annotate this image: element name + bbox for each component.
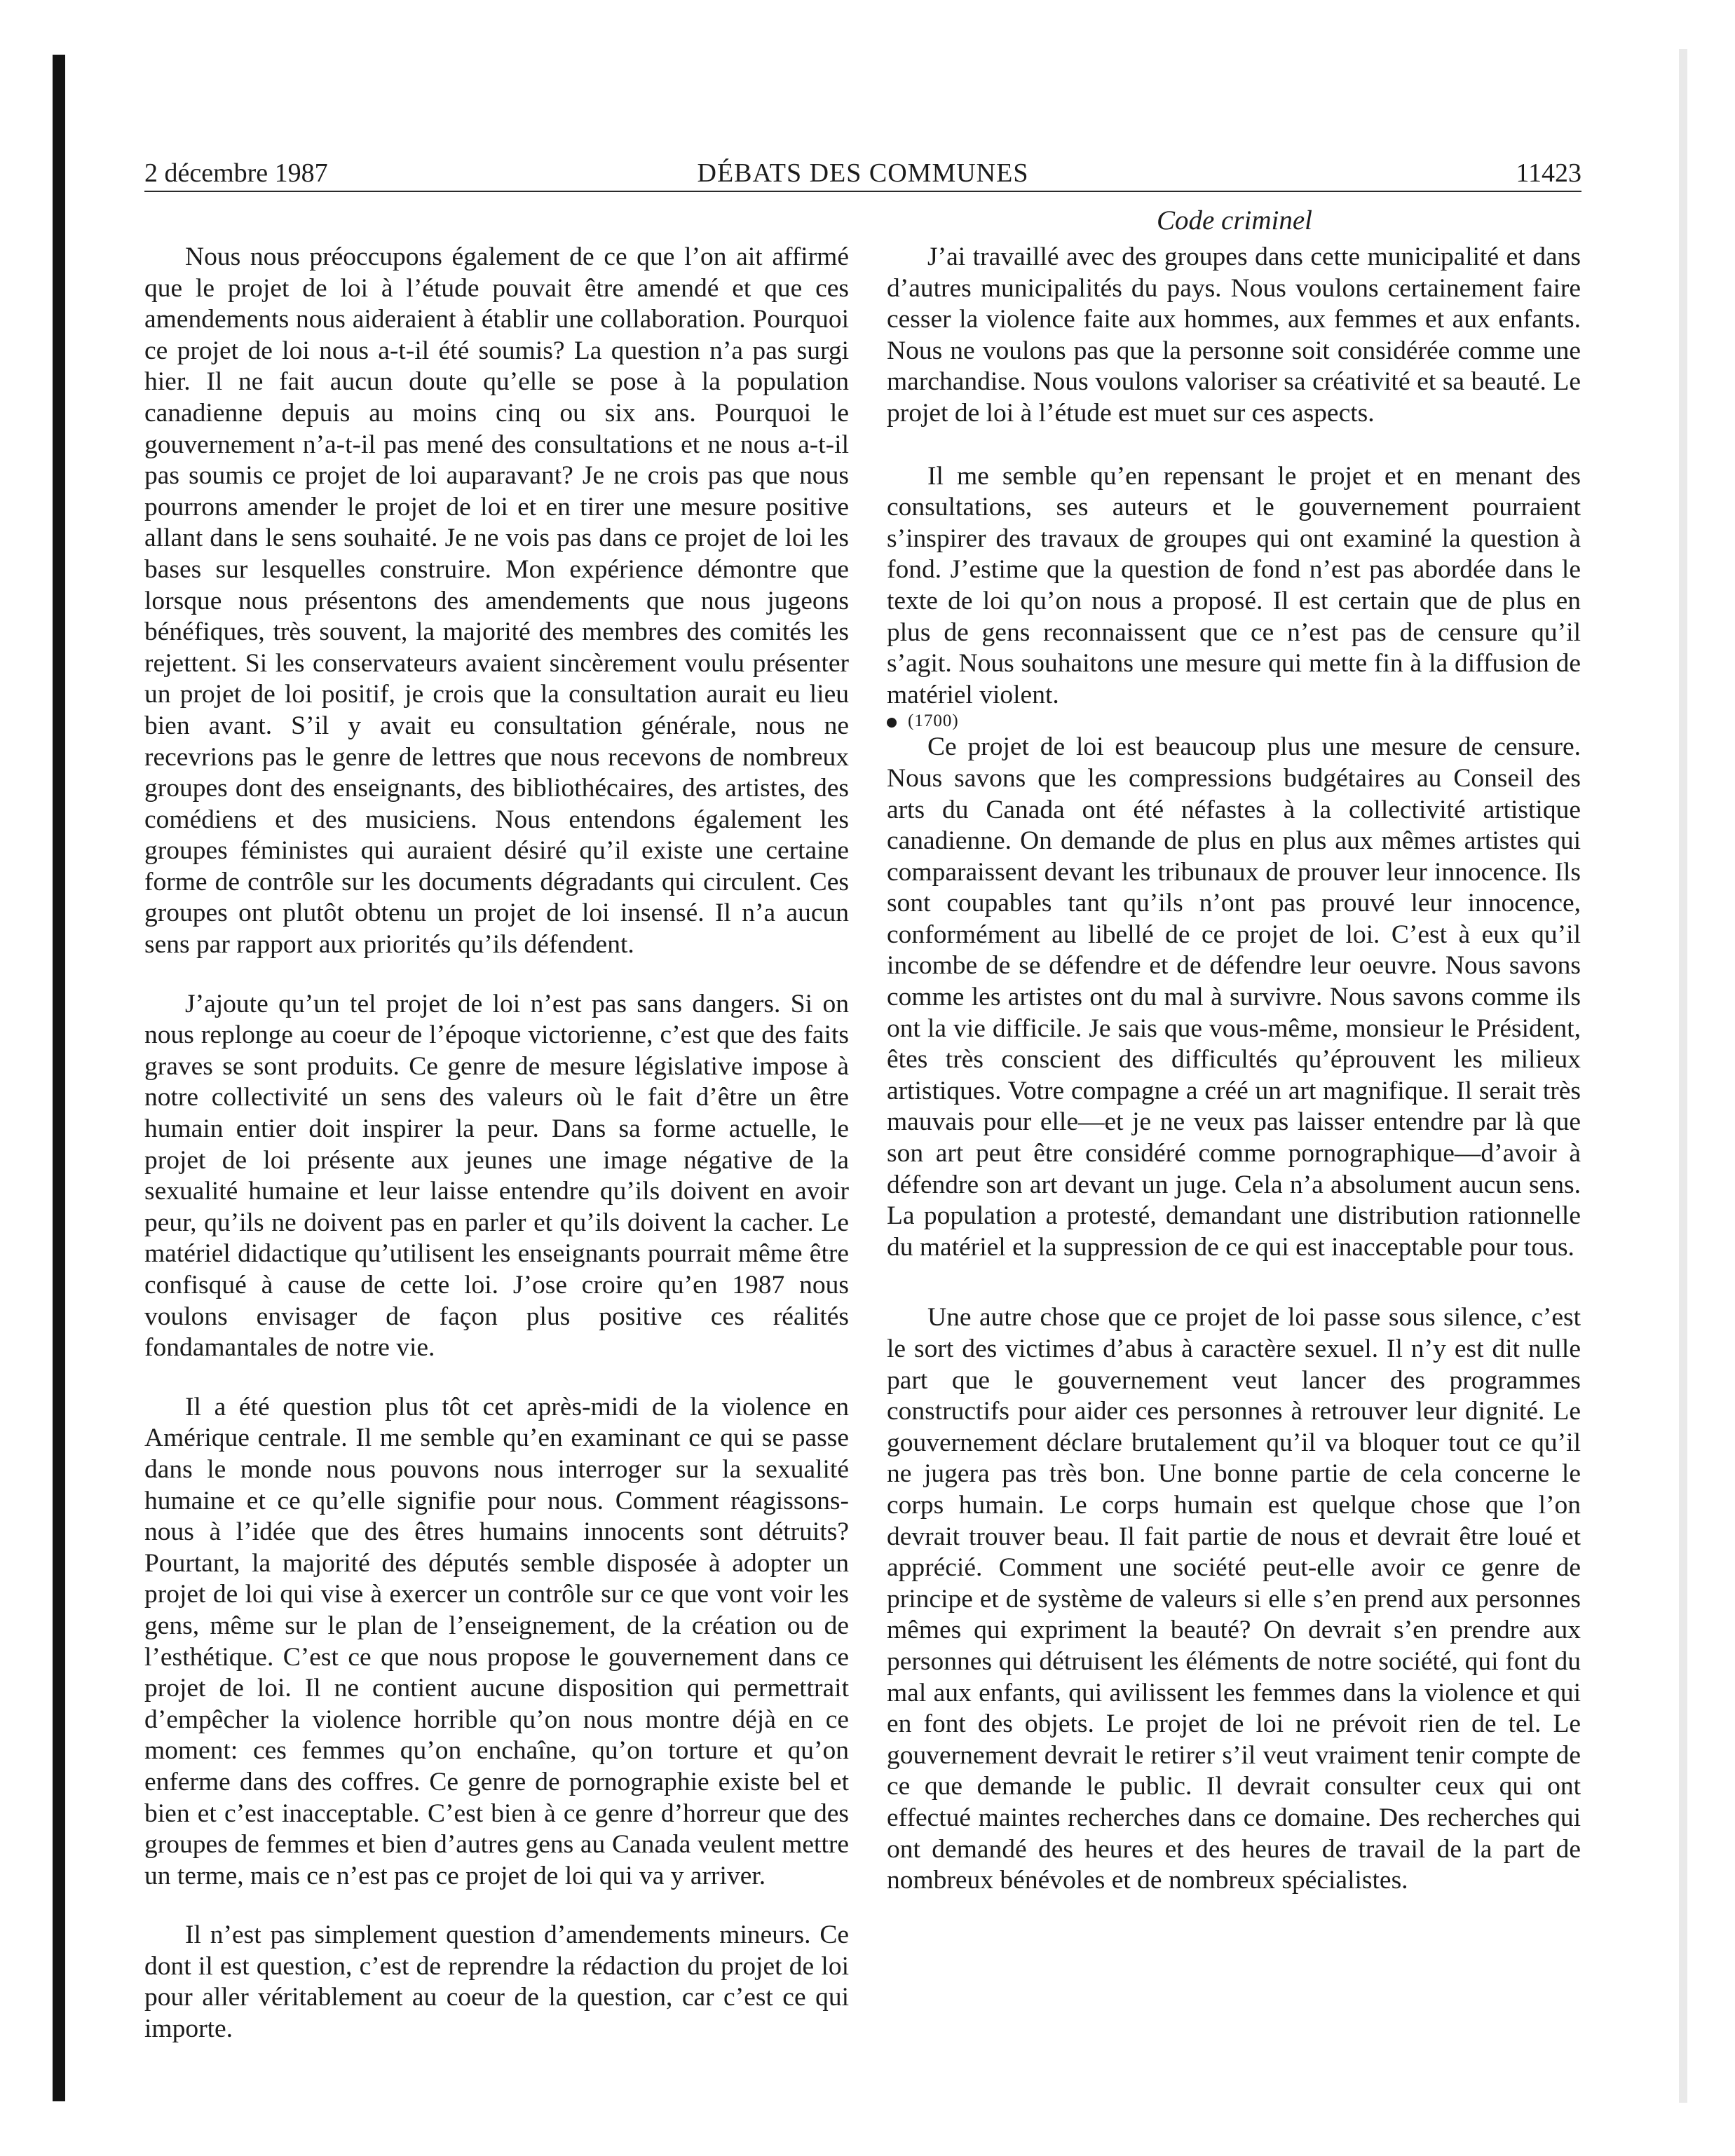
paragraph: Ce projet de loi est beaucoup plus une mesure de censure. Nous savons que les compressions budgétaires au Conseil des arts du Canada ont été néfastes à la collectivité artistique canadienne. On demande de plus en plus aux mêmes artistes qui comparaissent devant les tribunaux de prouver leur innocence. Ils sont coupables tant qu’ils n’ont pas prouvé leur innocence, conformément au libellé de ce projet de loi. C’est à eux qu’il incombe de se défendre et de défendre leur oeuvre. Nous savons comme les artistes ont du mal à survivre. Nous savons comme ils ont la vie difficile. Je sais que vous-même, monsieur le Président, êtes très conscient des difficultés qu’éprouvent les milieux artistiques. Votre compagne a créé un art magnifique. Il serait très mauvais pour elle—et je ne veux pas laisser entendre par là que son art peut être considéré comme pornographique—d’avoir à défendre son art devant un juge. Cela n’a absolument aucun sens. La population a protesté, demandant une distribution rationnelle du matériel et la suppression de ce qui est inacceptable pour tous. (887, 732, 1581, 1262)
header-journal-title: DÉBATS DES COMMUNES (697, 158, 1029, 188)
header-date: 2 décembre 1987 (144, 158, 328, 188)
time-marker (887, 711, 1581, 732)
subject-heading: Code criminel (1156, 205, 1313, 236)
left-column (144, 242, 849, 2045)
bullet-icon (887, 718, 897, 728)
paragraph: Nous nous préoccupons également de ce que l’on ait affirmé que le projet de loi à l’étude pouvait être amendé et que ces amendements nous aideraient à établir une collaboration. Pourquoi ce projet de loi nous a-t-il été soumis? La question n’a pas surgi hier. Il ne fait aucun doute qu’elle se pose à la population canadienne depuis au moins cinq ou six ans. Pourquoi le gouvernement n’a-t-il pas mené des consultations et ne nous a-t-il pas soumis ce projet de loi auparavant? Je ne crois pas que nous pourrons amender le projet de loi et en tirer une mesure positive allant dans le sens souhaité. Je ne vois pas dans ce projet de loi les bases sur lesquelles construire. Mon expérience démontre que lorsque nous présentons des amendements que nous jugeons bénéfiques, très souvent, la majorité des membres des comités les rejettent. Si les conservateurs avaient sincèrement voulu présenter un projet de loi positif, je crois que la consultation aurait eu lieu bien avant. S’il y avait eu consultation générale, nous ne recevrions pas le genre de lettres que nous recevons de nombreux groupes dont des enseignants, des bibliothécaires, des artistes, des comédiens et des musiciens. Nous entendons également les groupes féministes qui auraient désiré qu’il existe une certaine forme de contrôle sur les documents dégradants qui circulent. Ces groupes ont plutôt obtenu un projet de loi insensé. Il n’a aucun sens par rapport aux priorités qu’ils défendent. (144, 243, 849, 960)
paragraph: J’ai travaillé avec des groupes dans cette municipalité et dans d’autres municipalités du pays. Nous voulons certainement faire cesser la violence faite aux hommes, aux femmes et aux enfants. Nous ne voulons pas que la personne soit considérée comme une marchandise. Nous voulons valoriser sa créativité et sa beauté. Le projet de loi à l’étude est muet sur ces aspects. (887, 243, 1581, 428)
scan-right-edge (1679, 49, 1687, 2103)
paragraph: Il me semble qu’en repensant le projet et en menant des consultations, ses auteurs et le gouvernement pourraient s’inspirer des travaux de groupes qui ont examiné la question à fond. J’estime que la question de fond n’est pas abordée dans le texte de loi qu’on nous a proposé. Il est certain que de plus en plus de gens reconnaissent que ce n’est pas de censure qu’il s’agit. Nous souhaitons une mesure qui mette fin à la diffusion de matériel violent. (887, 461, 1581, 709)
running-header (144, 156, 1581, 192)
paragraph: J’ajoute qu’un tel projet de loi n’est pas sans dangers. Si on nous replonge au coeur de l’époque victorienne, c’est que des faits graves se sont produits. Ce genre de mesure législative impose à notre collectivité un sens des valeurs où le fait d’être un être humain entier doit inspirer la peur. Dans sa forme actuelle, le projet de loi présente aux jeunes une image négative de la sexualité humaine et leur laisse entendre qu’ils doivent en avoir peur, qu’ils ne doivent pas en parler et qu’ils doivent la cacher. Le matériel didactique qu’utilisent les enseignants pourrait même être confisqué à cause de cette loi. J’ose croire qu’en 1987 nous voulons envisager de façon plus positive ces réalités fondamantales de notre vie. (144, 989, 849, 1363)
paragraph: Il n’est pas simplement question d’amendements mineurs. Ce dont il est question, c’est de reprendre la rédaction du projet de loi pour aller véritablement au coeur de la question, car c’est ce qui importe. (144, 1920, 849, 2044)
right-column (887, 242, 1581, 1897)
scan-binding-edge (53, 55, 65, 2101)
header-page-number: 11423 (1516, 158, 1581, 188)
time-marker-label: (1700) (908, 711, 959, 731)
paragraph: Une autre chose que ce projet de loi passe sous silence, c’est le sort des victimes d’abus à caractère sexuel. Il n’y est dit nulle part que le gouvernement veut lancer des programmes constructifs pour aider ces personnes à retrouver leur dignité. Le gouvernement déclare brutalement qu’il va bloquer tout ce qu’il ne jugera pas très bon. Une bonne partie de cela concerne le corps humain. Le corps humain est quelque chose que l’on devrait trouver beau. Il fait partie de nous et devrait être loué et apprécié. Comment une société peut-elle avoir ce genre de principe et de système de valeurs si elle s’en prend aux personnes mêmes qui expriment la beauté? On devrait s’en prendre aux personnes qui détruisent les éléments de notre société, qui font du mal aux enfants, qui avilissent les femmes dans la violence et qui en font des objets. Le projet de loi ne prévoit rien de tel. Le gouvernement devrait le retirer s’il veut vraiment tenir compte de ce que demande le public. Il devrait consulter ceux qui ont effectué maintes recherches dans ce domaine. Des recherches qui ont demandé des heures et des heures de travail de la part de nombreux bénévoles et de nombreux spécialistes. (887, 1303, 1581, 1895)
paragraph: Il a été question plus tôt cet après-midi de la violence en Amérique centrale. Il me semble qu’en examinant ce qui se passe dans le monde nous pouvons nous interroger sur la sexualité humaine et ce qu’elle signifie pour nous. Comment réagissons-nous à l’idée que des êtres humains innocents sont détruits? Pourtant, la majorité des députés semble disposée à adopter un projet de loi qui vise à exercer un contrôle sur ce que vont voir les gens, même sur le plan de l’enseignement, de la création ou de l’esthétique. C’est ce que nous propose le gouvernement dans ce projet de loi. Il ne contient aucune disposition qui permettrait d’empêcher la violence horrible qu’on nous montre déjà en ce moment: ces femmes qu’on enchaîne, qu’on torture et qu’on enferme dans des coffres. Ce genre de pornographie existe bel et bien et c’est inacceptable. C’est bien à ce genre d’horreur que des groupes de femmes et bien d’autres gens au Canada veulent mettre un terme, mais ce n’est pas ce projet de loi qui va y arriver. (144, 1392, 849, 1890)
